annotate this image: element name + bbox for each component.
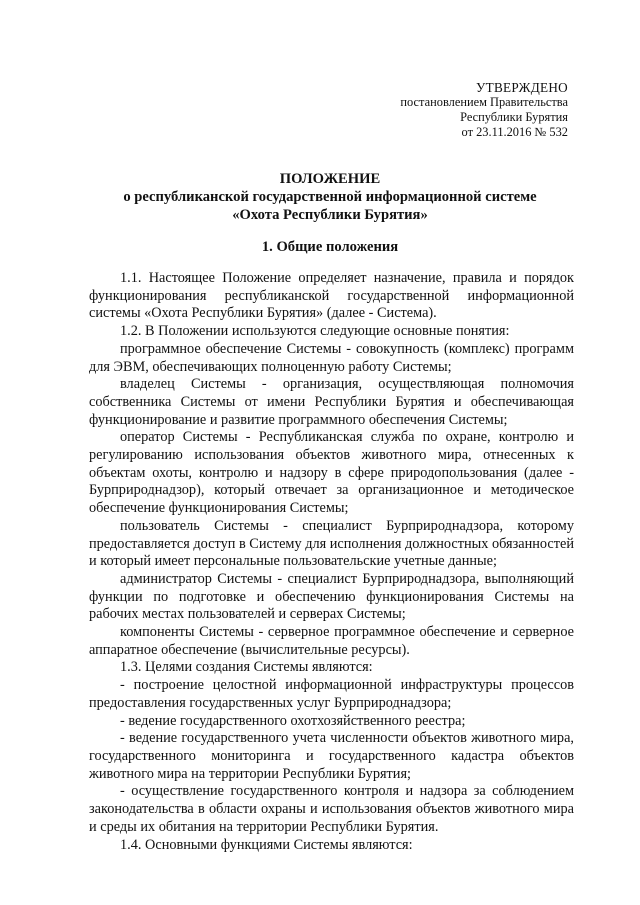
approval-heading: УТВЕРЖДЕНО <box>475 80 568 95</box>
paragraph: - построение целостной информационной инфраструктуры процессов предоставления государственных услуг Бурприроднадзора; <box>89 677 574 711</box>
paragraph: - ведение государственного учета численности объектов животного мира, государственного мониторинга и государственного кадастра объектов животного мира на территории Республики Бурятия; <box>89 730 574 782</box>
paragraph: программное обеспечение Системы - совокупность (комплекс) программ для ЭВМ, обеспечивающих полноценную работу Системы; <box>89 340 574 375</box>
approval-stamp <box>400 80 568 140</box>
paragraph: пользователь Системы - специалист Бурприроднадзора, которому предоставляется доступ в Систему для исполнения должностных обязанностей и который имеет персональные пользовательские учетные данные; <box>89 517 574 570</box>
paragraph: 1.3. Целями создания Системы являются: <box>120 659 373 676</box>
document-title-block <box>100 170 560 224</box>
paragraph: 1.4. Основными функциями Системы являются: <box>120 836 413 853</box>
paragraph: администратор Системы - специалист Бурприроднадзора, выполняющий функции по подготовке и обеспечению функционирования Системы на рабочих местах пользователей и серверах Системы; <box>89 570 574 623</box>
document-subtitle-2: «Охота Республики Бурятия» <box>232 207 428 223</box>
approval-line-3: от 23.11.2016 № 532 <box>461 125 568 139</box>
paragraph: 1.2. В Положении используются следующие основные понятия: <box>120 323 510 340</box>
paragraph: 1.1. Настоящее Положение определяет назначение, правила и порядок функционирования республиканской государственной информационной системы «Охота Республики Бурятия» (далее - Система). <box>89 270 574 322</box>
paragraph: - ведение государственного охотхозяйственного реестра; <box>120 712 466 729</box>
paragraph: компоненты Системы - серверное программное обеспечение и серверное аппаратное обеспечение (вычислительные ресурсы). <box>89 624 574 658</box>
document-subtitle-1: о республиканской государственной информационной системе <box>123 189 537 205</box>
document-body <box>89 270 574 854</box>
paragraph: владелец Системы - организация, осуществляющая полномочия собственника Системы от имени Республики Бурятия и обеспечивающая функционирование и развитие программного обеспечения Системы; <box>89 376 574 428</box>
document-title: ПОЛОЖЕНИЕ <box>279 171 381 187</box>
paragraph: - осуществление государственного контроля и надзора за соблюдением законодательства в области охраны и использования объектов животного мира и среды их обитания на территории Республики Бурятия. <box>89 783 574 835</box>
section-heading: 1. Общие положения <box>261 239 399 255</box>
approval-line-2: Республики Бурятия <box>460 110 568 124</box>
approval-line-1: постановлением Правительства <box>400 95 568 109</box>
paragraph: оператор Системы - Республиканская служба по охране, контролю и регулированию использования объектов животного мира, отнесенных к объектам охоты, контролю и надзору в сфере природопользования (далее - Бурприроднадзор), который отвечает за организационное и методическое обеспечение функционирования Системы; <box>89 429 574 517</box>
